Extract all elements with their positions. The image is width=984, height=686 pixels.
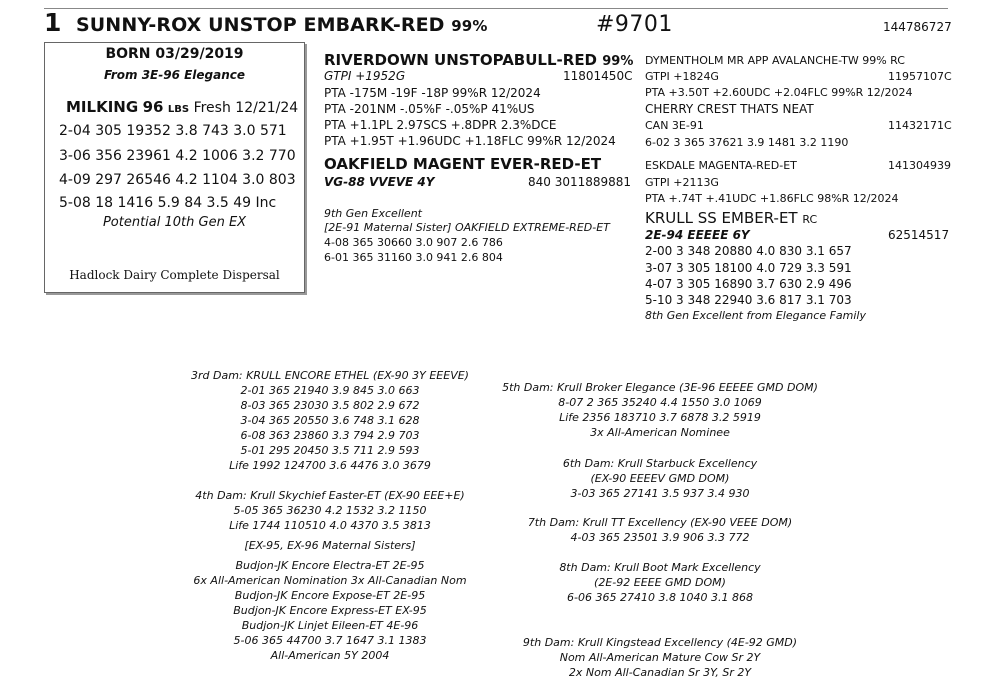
seventh-dam-record: 4-03 365 23501 3.9 906 3.3 772 bbox=[570, 531, 750, 544]
potential-note: Potential 10th Gen EX bbox=[102, 215, 247, 230]
dam-record: 4-08 365 30660 3.0 907 2.6 786 bbox=[324, 236, 503, 249]
dam-dam-suffix: RC bbox=[802, 213, 818, 226]
sire-sire-id: 11957107C bbox=[888, 70, 952, 83]
sister-line: 6x All-American Nomination 3x All-Canadian Nom bbox=[193, 574, 467, 587]
dam-gen-note: 9th Gen Excellent bbox=[324, 207, 422, 220]
dam-record: 6-01 365 31160 3.0 941 2.6 804 bbox=[324, 251, 503, 264]
animal-name: SUNNY-ROX UNSTOP EMBARK-RED bbox=[76, 14, 445, 36]
box-record: 4-09 297 26546 4.2 1104 3.0 803 bbox=[59, 172, 296, 188]
milking-unit: LBS bbox=[167, 104, 190, 115]
sire-id: 11801450C bbox=[563, 69, 633, 83]
seventh-dam-title: 7th Dam: Krull TT Excellency (EX-90 VEEE DOM) bbox=[527, 516, 793, 529]
eighth-dam-record: 6-06 365 27410 3.8 1040 3.1 868 bbox=[567, 591, 753, 604]
lot-number: 1 bbox=[44, 8, 62, 37]
animal-percent: 99% bbox=[451, 17, 488, 35]
dam-maternal-sister: [2E-91 Maternal Sister] OAKFIELD EXTREME-RED-ET bbox=[324, 221, 610, 234]
sixth-dam-record: 3-03 365 27141 3.5 937 3.4 930 bbox=[570, 487, 750, 500]
ninth-dam-award: 2x Nom All-Canadian Sr 3Y, Sr 2Y bbox=[568, 666, 752, 679]
sire-pta-line: PTA +1.1PL 2.97SCS +.8DPR 2.3%DCE bbox=[324, 118, 557, 132]
dam-sire-gtpi: GTPI +2113G bbox=[645, 176, 719, 189]
dispersal-note: Hadlock Dairy Complete Dispersal bbox=[69, 268, 280, 282]
sire-pta-line: PTA -201NM -.05%F -.05%P 41%US bbox=[324, 102, 535, 116]
eighth-dam-title: 8th Dam: Krull Boot Mark Excellency bbox=[559, 561, 761, 574]
milking-value: 96 bbox=[142, 98, 164, 116]
dam-name: OAKFIELD MAGENT EVER-RED-ET bbox=[324, 155, 602, 173]
third-dam-record: 8-03 365 23030 3.5 802 2.9 672 bbox=[240, 399, 420, 412]
dam-dam-class: 2E-94 EEEEE 6Y bbox=[645, 228, 750, 242]
sixth-dam-title: 6th Dam: Krull Starbuck Excellency bbox=[562, 457, 758, 470]
sire-pta-line: PTA -175M -19F -18P 99%R 12/2024 bbox=[324, 86, 541, 100]
sire-dam-record: 6-02 3 365 37621 3.9 1481 3.2 1190 bbox=[645, 136, 849, 149]
eighth-dam-class: (2E-92 EEEE GMD DOM) bbox=[594, 576, 726, 589]
dam-id: 840 3011889881 bbox=[528, 175, 632, 189]
dam-sire-name: ESKDALE MAGENTA-RED-ET bbox=[645, 159, 797, 172]
sire-pta-line: PTA +1.95T +1.96UDC +1.18FLC 99%R 12/2024 bbox=[324, 134, 616, 148]
sire-dam-id: 11432171C bbox=[888, 119, 952, 132]
sire-sire-name: DYMENTHOLM MR APP AVALANCHE-TW 99% RC bbox=[645, 54, 905, 67]
box-record: 3-06 356 23961 4.2 1006 3.2 770 bbox=[59, 148, 296, 164]
fourth-dam-title: 4th Dam: Krull Skychief Easter-ET (EX-90 EEE+E) bbox=[195, 489, 465, 502]
sixth-dam-class: (EX-90 EEEEV GMD DOM) bbox=[590, 472, 730, 485]
fourth-dam-life: Life 1744 110510 4.0 4370 3.5 3813 bbox=[229, 519, 431, 532]
dam-dam-name-text: KRULL SS EMBER-ET bbox=[645, 209, 798, 227]
lot-title bbox=[76, 14, 487, 36]
sister-award: All-American 5Y 2004 bbox=[270, 649, 390, 662]
fifth-dam-life: Life 2356 183710 3.7 6878 3.2 5919 bbox=[559, 411, 761, 424]
registration-number: #9701 bbox=[596, 12, 673, 37]
third-dam-record: 2-01 365 21940 3.9 845 3.0 663 bbox=[240, 384, 420, 397]
sire-dam-name: CHERRY CREST THATS NEAT bbox=[645, 102, 814, 116]
dam-sire-id: 141304939 bbox=[888, 159, 951, 172]
sire-dam-class: CAN 3E-91 bbox=[645, 119, 704, 132]
third-dam-title: 3rd Dam: KRULL ENCORE ETHEL (EX-90 3Y EEEVE) bbox=[191, 369, 469, 382]
dam-class: VG-88 VVEVE 4Y bbox=[324, 175, 435, 189]
sister-line: Budjon-JK Linjet Eileen-ET 4E-96 bbox=[241, 619, 419, 632]
dam-dam-note: 8th Gen Excellent from Elegance Family bbox=[645, 309, 866, 322]
dam-dam-record: 2-00 3 348 20880 4.0 830 3.1 657 bbox=[645, 244, 852, 258]
sister-line: Budjon-JK Encore Electra-ET 2E-95 bbox=[235, 559, 425, 572]
fourth-dam-record: 5-05 365 36230 4.2 1532 3.2 1150 bbox=[233, 504, 427, 517]
sire-sire-gtpi: GTPI +1824G bbox=[645, 70, 719, 83]
third-dam-life: Life 1992 124700 3.6 4476 3.0 3679 bbox=[229, 459, 431, 472]
fifth-dam-title: 5th Dam: Krull Broker Elegance (3E-96 EEEEE GMD DOM) bbox=[502, 381, 818, 394]
dam-dam-record: 5-10 3 348 22940 3.6 817 3.1 703 bbox=[645, 293, 852, 307]
box-record: 5-08 18 1416 5.9 84 3.5 49 Inc bbox=[59, 195, 277, 211]
box-record: 2-04 305 19352 3.8 743 3.0 571 bbox=[59, 123, 287, 139]
born-date: BORN 03/29/2019 bbox=[105, 46, 244, 62]
fifth-dam-award: 3x All-American Nominee bbox=[590, 426, 730, 439]
third-dam-record: 3-04 365 20550 3.6 748 3.1 628 bbox=[240, 414, 420, 427]
sister-line: Budjon-JK Encore Express-ET EX-95 bbox=[233, 604, 427, 617]
third-dam-record: 6-08 363 23860 3.3 794 2.9 703 bbox=[240, 429, 420, 442]
dam-dam-record: 4-07 3 305 16890 3.7 630 2.9 496 bbox=[645, 277, 852, 291]
maternal-sisters-header: [EX-95, EX-96 Maternal Sisters] bbox=[244, 539, 416, 552]
third-dam-record: 5-01 295 20450 3.5 711 2.9 593 bbox=[240, 444, 420, 457]
dam-dam-id: 62514517 bbox=[888, 228, 950, 242]
milking-label: MILKING bbox=[66, 98, 139, 116]
milking-line bbox=[66, 98, 298, 116]
ninth-dam-award: Nom All-American Mature Cow Sr 2Y bbox=[559, 651, 761, 664]
sire-percent: 99% bbox=[602, 54, 634, 69]
sire-name bbox=[324, 51, 633, 69]
top-rule bbox=[44, 8, 948, 9]
info-box bbox=[44, 42, 305, 293]
ninth-dam-title: 9th Dam: Krull Kingstead Excellency (4E-92 GMD) bbox=[522, 636, 798, 649]
dam-dam-name bbox=[645, 209, 817, 227]
fresh-date: Fresh 12/21/24 bbox=[193, 100, 299, 116]
sister-record: 5-06 365 44700 3.7 1647 3.1 1383 bbox=[233, 634, 427, 647]
sire-name-text: RIVERDOWN UNSTOPABULL-RED bbox=[324, 51, 598, 69]
dam-sire-pta: PTA +.74T +.41UDC +1.86FLC 98%R 12/2024 bbox=[645, 192, 899, 205]
fifth-dam-record: 8-07 2 365 35240 4.4 1550 3.0 1069 bbox=[558, 396, 762, 409]
from-dam: From 3E-96 Elegance bbox=[103, 68, 246, 82]
dam-dam-record: 3-07 3 305 18100 4.0 729 3.3 591 bbox=[645, 261, 852, 275]
sister-line: Budjon-JK Encore Expose-ET 2E-95 bbox=[234, 589, 426, 602]
sire-sire-pta: PTA +3.50T +2.60UDC +2.04FLC 99%R 12/2024 bbox=[645, 86, 913, 99]
registration-id: 144786727 bbox=[883, 20, 952, 34]
sire-gtpi: GTPI +1952G bbox=[324, 69, 406, 83]
